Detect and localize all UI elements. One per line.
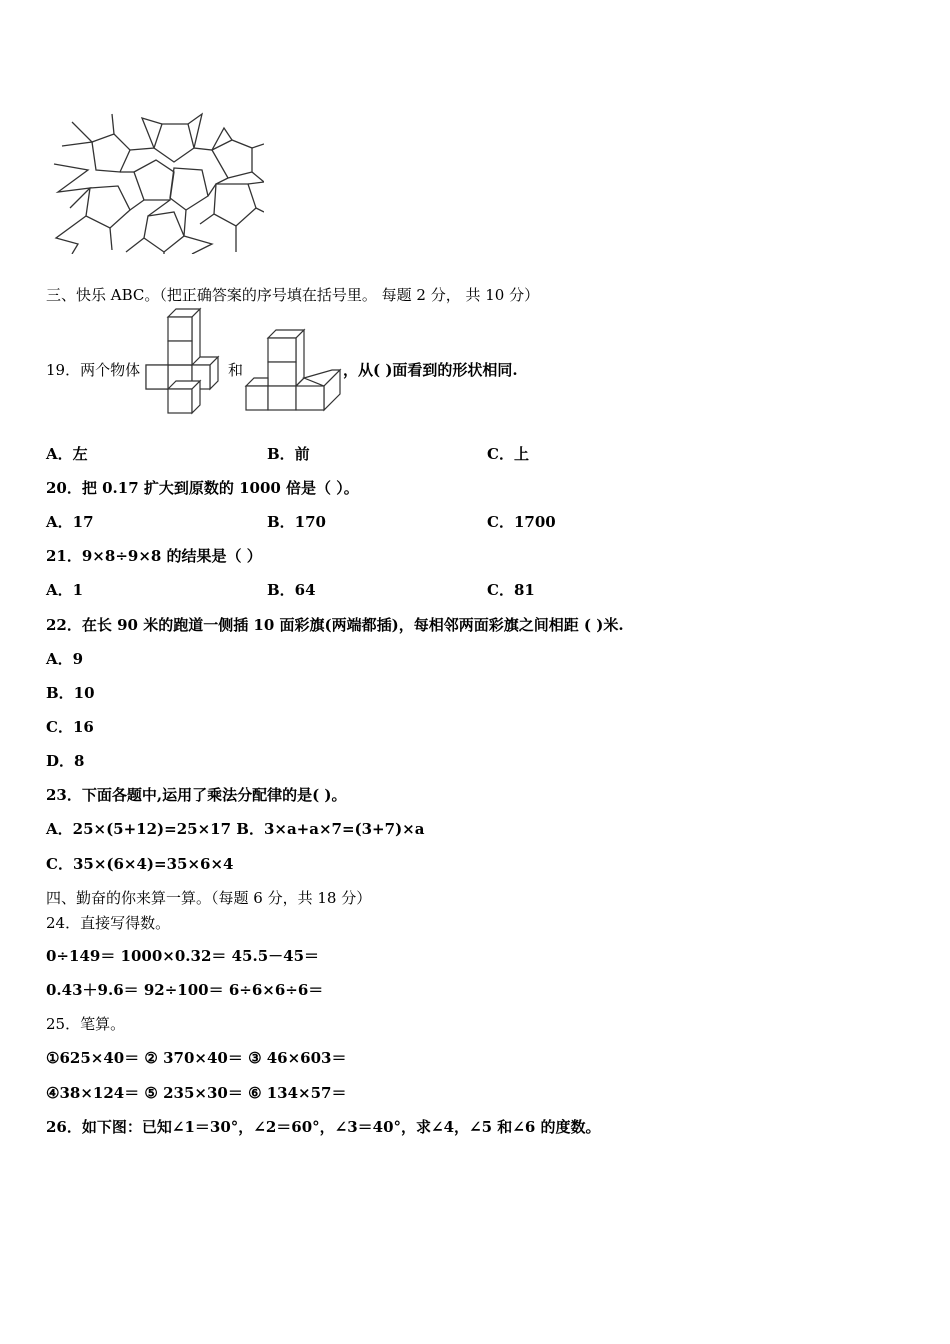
q25-row-2: ④38×124＝ ⑤ 235×30＝ ⑥ 134×57＝: [46, 1084, 347, 1102]
q19-option-b[interactable]: B．前: [267, 445, 310, 463]
q19-option-a[interactable]: A．左: [46, 445, 88, 463]
section-4-title: 四、勤奋的你来算一算。（每题 6 分，共 18 分）: [46, 889, 372, 907]
q19-option-c[interactable]: C．上: [487, 445, 529, 463]
q23-option-c[interactable]: C．35×(6×4)=35×6×4: [46, 855, 234, 873]
q21-option-a[interactable]: A．1: [46, 581, 84, 599]
q22-option-c[interactable]: C．16: [46, 718, 94, 736]
q24-row-1: 0÷149＝ 1000×0.32＝ 45.5－45＝: [46, 947, 320, 965]
q19-suffix: ，从( )面看到的形状相同.: [343, 361, 518, 379]
q24-title: 24．直接写得数。: [46, 914, 171, 932]
q22-option-a[interactable]: A．9: [46, 650, 84, 668]
q20-text: 20．把 0.17 扩大到原数的 1000 倍是（ ）。: [46, 479, 359, 497]
q25-title: 25．笔算。: [46, 1015, 126, 1033]
cube-stack-figure-2: [244, 326, 344, 414]
q26-text: 26．如下图：已知∠1＝30°，∠2＝60°，∠3＝40°，求∠4，∠5 和∠6 的度数。: [46, 1118, 601, 1136]
q19-and: 和: [228, 361, 244, 379]
q20-option-b[interactable]: B．170: [267, 513, 326, 531]
q20-option-a[interactable]: A．17: [46, 513, 94, 531]
pentagon-star-tessellation-figure: [52, 112, 264, 254]
q22-option-b[interactable]: B．10: [46, 684, 95, 702]
q23-option-ab[interactable]: A．25×(5+12)=25×17 B．3×a+a×7=(3+7)×a: [46, 820, 425, 838]
q21-option-c[interactable]: C．81: [487, 581, 535, 599]
q22-text: 22．在长 90 米的跑道一侧插 10 面彩旗(两端都插)，每相邻两面彩旗之间相距 ( )米.: [46, 616, 624, 634]
section-3-title: 三、快乐 ABC。（把正确答案的序号填在括号里。 每题 2 分， 共 10 分）: [46, 286, 540, 304]
q21-text: 21．9×8÷9×8 的结果是（ ）: [46, 547, 262, 565]
q21-option-b[interactable]: B．64: [267, 581, 316, 599]
cube-stack-figure-1: [144, 305, 222, 415]
q23-text: 23．下面各题中,运用了乘法分配律的是( )。: [46, 786, 347, 804]
q22-option-d[interactable]: D．8: [46, 752, 85, 770]
q24-row-2: 0.43＋9.6＝ 92÷100＝ 6÷6×6÷6＝: [46, 981, 324, 999]
q20-option-c[interactable]: C．1700: [487, 513, 556, 531]
q19-prefix: 19．两个物体: [46, 361, 141, 379]
q25-row-1: ①625×40＝ ② 370×40＝ ③ 46×603＝: [46, 1049, 347, 1067]
